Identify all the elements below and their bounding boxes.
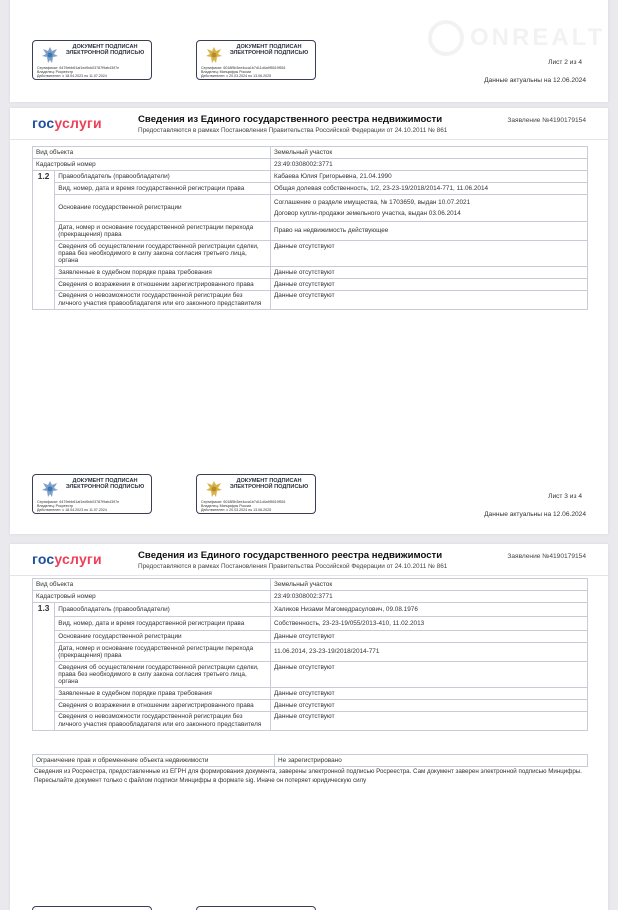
table-row	[33, 688, 588, 700]
row-label: Дата, номер и основание государственной регистрации перехода (прекращения) права	[55, 643, 271, 662]
row-value: Земельный участок	[270, 147, 587, 159]
rosreestr-signature-stamp	[32, 40, 152, 80]
table-row	[33, 617, 588, 631]
table-row	[33, 700, 588, 712]
row-label: Правообладатель (правообладатели)	[55, 171, 271, 183]
table-row	[33, 631, 588, 643]
mincifry-signature-stamp	[196, 40, 316, 80]
row-label: Сведения об осуществлении государственной регистрации сделки, права без необходимого в силу закона согласия третьего лица, органа	[55, 241, 271, 267]
page-header	[10, 108, 608, 140]
data-actual-date: Данные актуальны на 12.06.2024	[484, 511, 586, 518]
row-value: Данные отсутствуют	[270, 688, 587, 700]
row-value: Данные отсутствуют	[270, 290, 587, 309]
row-value: Данные отсутствуют	[270, 631, 587, 643]
encumbrance-table	[32, 754, 588, 767]
row-label: Вид, номер, дата и время государственной регистрации права	[55, 617, 271, 631]
page-header	[10, 544, 608, 576]
rosreestr-eagle-icon	[40, 479, 60, 499]
row-label: Сведения об осуществлении государственной регистрации сделки, права без необходимого в силу закона согласия третьего лица, органа	[55, 662, 271, 688]
row-label: Кадастровый номер	[33, 591, 271, 603]
watermark: ONREALT	[424, 18, 604, 64]
stamp-title: ДОКУМЕНТ ПОДПИСАН ЭЛЕКТРОННОЙ ПОДПИСЬЮ	[229, 478, 309, 491]
russia-coat-of-arms-icon	[204, 479, 224, 499]
registry-table	[32, 578, 588, 731]
row-label: Кадастровый номер	[33, 159, 271, 171]
row-value: Данные отсутствуют	[270, 241, 587, 267]
row-label: Заявленные в судебном порядке права требования	[55, 688, 271, 700]
data-actual-date: Данные актуальны на 12.06.2024	[484, 77, 586, 84]
stamp-details: Сертификат: 6018f5b3ee4cca1b7d11d4a9f5519f551 Владелец: Минцифры России Действителен: с 20.03.2024 по 13.06.2025	[201, 500, 286, 513]
row-label: Заявленные в судебном порядке права требования	[55, 267, 271, 279]
document-title: Сведения из Единого государственного реестра недвижимости	[138, 114, 443, 125]
gosuslugi-logo: госуслуги	[32, 115, 102, 131]
row-value: Халиков Низами Магомедрасулович, 09.08.1976	[270, 603, 587, 617]
page-section-1-3	[10, 544, 608, 910]
table-row	[33, 159, 588, 171]
sheet-number: Лист 2 из 4	[548, 59, 582, 66]
table-row	[33, 147, 588, 159]
row-value: 23:49:0308002:3771	[270, 591, 587, 603]
row-label: Дата, номер и основание государственной регистрации перехода (прекращения) права	[55, 222, 271, 241]
row-label: Основание государственной регистрации	[55, 195, 271, 222]
row-label: Основание государственной регистрации	[55, 631, 271, 643]
row-label: Сведения о невозможности государственной регистрации без личного участия правообладателя или его законного представителя	[55, 711, 271, 730]
table-row	[33, 279, 588, 291]
row-label: Сведения о невозможности государственной регистрации без личного участия правообладателя или его законного представителя	[55, 290, 271, 309]
signature-footnote: Сведения из Росреестра, предоставленные из ЕГРН для формирования документа, заверены электронной подписью Росреестра. Сам документ заверен электронной подписью Минцифры. Пересылайте документ только с файлом подписи Минцифры в формате sig. Иначе он потеряет юридическую силу	[34, 768, 582, 784]
application-number: Заявление №4190179154	[507, 117, 586, 124]
table-row	[33, 579, 588, 591]
row-label: Вид, номер, дата и время государственной регистрации права	[55, 183, 271, 195]
stamp-details: Сертификат: 6479ebb61af1ed9cb03787f9ab4397e Владелец: Росреестр Действителен: с 18.04.2023 по 11.07.2024	[37, 500, 120, 513]
row-label: Ограничение прав и обременение объекта недвижимости	[33, 755, 275, 767]
page-section-1-2	[10, 108, 608, 534]
stamp-details: Сертификат: 6479ebb61af1ed9cb03787f9ab4397e Владелец: Росреестр Действителен: с 18.04.2023 по 11.07.2024	[37, 66, 120, 79]
gosuslugi-logo: госуслуги	[32, 551, 102, 567]
row-value: Не зарегистрировано	[275, 755, 588, 767]
russia-coat-of-arms-icon	[204, 45, 224, 65]
stamp-title: ДОКУМЕНТ ПОДПИСАН ЭЛЕКТРОННОЙ ПОДПИСЬЮ	[65, 44, 145, 57]
stamp-title: ДОКУМЕНТ ПОДПИСАН ЭЛЕКТРОННОЙ ПОДПИСЬЮ	[229, 44, 309, 57]
row-value: Соглашение о разделе имущества, № 1703659, выдан 10.07.2021 Договор купли-продажи земельного участка, выдан 03.06.2014	[270, 195, 587, 222]
row-label: Вид объекта	[33, 147, 271, 159]
table-row	[33, 603, 588, 617]
registry-table	[32, 146, 588, 310]
table-row	[33, 183, 588, 195]
section-number: 1.3	[33, 603, 55, 731]
document-subtitle: Предоставляются в рамках Постановления Правительства Российской Федерации от 24.10.2011 № 861	[138, 127, 448, 134]
application-number: Заявление №4190179154	[507, 553, 586, 560]
row-value: Данные отсутствуют	[270, 711, 587, 730]
rosreestr-signature-stamp	[32, 906, 152, 910]
row-value: Данные отсутствуют	[270, 279, 587, 291]
row-value: Право на недвижимость действующее	[270, 222, 587, 241]
stamp-details: Сертификат: 6018f5b3ee4cca1b7d11d4a9f5519f551 Владелец: Минцифры России Действителен: с 20.03.2024 по 13.06.2025	[201, 66, 286, 79]
row-label: Вид объекта	[33, 579, 271, 591]
row-value: 23:49:0308002:3771	[270, 159, 587, 171]
row-label: Правообладатель (правообладатели)	[55, 603, 271, 617]
table-row	[33, 290, 588, 309]
row-value: Земельный участок	[270, 579, 587, 591]
rosreestr-eagle-icon	[40, 45, 60, 65]
stamp-title: ДОКУМЕНТ ПОДПИСАН ЭЛЕКТРОННОЙ ПОДПИСЬЮ	[65, 478, 145, 491]
mincifry-signature-stamp	[196, 474, 316, 514]
row-value: Собственность, 23-23-19/055/2013-410, 11.02.2013	[270, 617, 587, 631]
table-row	[33, 195, 588, 222]
row-label: Сведения о возражении в отношении зарегистрированного права	[55, 700, 271, 712]
document-title: Сведения из Единого государственного реестра недвижимости	[138, 550, 443, 561]
table-row	[33, 755, 588, 767]
table-row	[33, 643, 588, 662]
table-row	[33, 711, 588, 730]
table-row	[33, 171, 588, 183]
rosreestr-signature-stamp	[32, 474, 152, 514]
row-value: Данные отсутствуют	[270, 267, 587, 279]
table-row	[33, 222, 588, 241]
table-row	[33, 662, 588, 688]
row-value: Данные отсутствуют	[270, 662, 587, 688]
mincifry-signature-stamp	[196, 906, 316, 910]
sheet-number: Лист 3 из 4	[548, 493, 582, 500]
row-value: 11.06.2014, 23-23-19/2018/2014-771	[270, 643, 587, 662]
row-value: Кабаева Юлия Григорьевна, 21.04.1990	[270, 171, 587, 183]
table-row	[33, 241, 588, 267]
section-number: 1.2	[33, 171, 55, 310]
row-label: Сведения о возражении в отношении зарегистрированного права	[55, 279, 271, 291]
row-value: Общая долевая собственность, 1/2, 23-23-19/2018/2014-771, 11.06.2014	[270, 183, 587, 195]
row-value: Данные отсутствуют	[270, 700, 587, 712]
table-row	[33, 267, 588, 279]
table-row	[33, 591, 588, 603]
house-pin-icon	[428, 20, 464, 56]
document-subtitle: Предоставляются в рамках Постановления Правительства Российской Федерации от 24.10.2011 № 861	[138, 563, 448, 570]
